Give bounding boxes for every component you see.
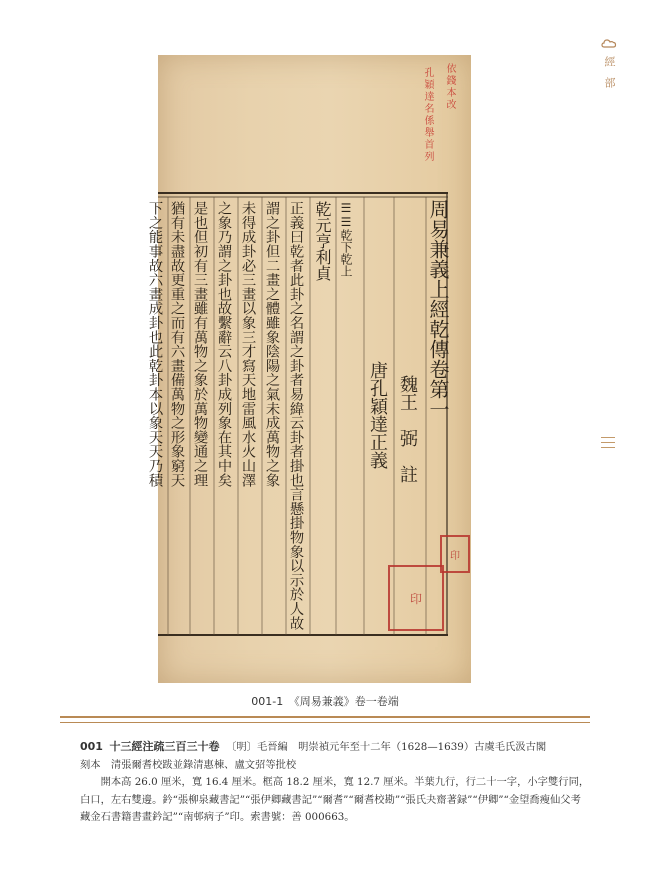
text-column: 之象乃謂之卦也故繫辭云八卦成列象在其中矣	[216, 201, 232, 487]
divider	[60, 716, 590, 718]
seal-stamp: 印	[440, 535, 470, 573]
section-label: 經部	[603, 56, 616, 98]
cloud-icon	[601, 38, 617, 50]
text-column: ☰☰乾下乾上	[339, 201, 353, 277]
text-column: 下之能事故六畫成卦也此乾卦本以象天天乃積	[147, 201, 163, 487]
text-column: 魏王 弼 註	[397, 375, 418, 483]
section-header	[598, 38, 620, 98]
text-column: 謂之卦但二畫之體雖象陰陽之氣未成萬物之象	[264, 201, 280, 487]
divider	[60, 722, 590, 723]
text-column: 唐孔穎達正義	[367, 361, 388, 469]
text-column: 正義曰乾者此卦之名謂之卦者易緯云卦者掛也言懸掛物象以示於人故	[288, 201, 304, 630]
annotation-1: 依錢本改	[444, 63, 455, 111]
text-column: 猶有未盡故更重之而有六畫備萬物之形象窮天	[169, 201, 185, 487]
entry-line2: 刻本 清張爾耆校跋並錄清惠棟、盧文弨等批校	[80, 758, 297, 771]
book-scan-image	[147, 55, 471, 683]
figure-caption: 001-1 《周易兼義》卷一卷端	[251, 695, 399, 708]
catalog-entry	[80, 738, 590, 827]
entry-title: 十三經注疏三百三十卷	[109, 740, 220, 753]
entry-description: 開本高 26.0 厘米，寬 16.4 厘米。框高 18.2 厘米，寬 12.7 厘米。半葉九行，行二十一字，小字雙行同，白口，左右雙邊。鈐“張柳泉藏書記”“張伊卿藏書記”“爾耆”“爾耆校勘”“張氏夬齋著録”“伊卿”“金望喬瘦仙父考藏金石書籍書畫鈐記”“南邨病子”印。索書號：善 000663。	[80, 776, 590, 823]
text-column: 未得成卦必三畫以象三才寫天地雷風水火山澤	[240, 201, 256, 487]
entry-number: 001	[80, 740, 103, 753]
menu-icon[interactable]	[601, 437, 615, 449]
text-column: 周易兼義上經乾傳卷第一	[426, 199, 450, 419]
annotation-2: 孔穎達名係舉首列	[422, 67, 433, 163]
entry-line1: 〔明〕毛晉編 明崇禎元年至十二年（1628—1639）古虞毛氏汲古閣	[226, 741, 547, 753]
seal-stamp: 印	[388, 565, 444, 631]
text-column: 乾元亨利貞	[313, 201, 332, 281]
text-column: 是也但初有三畫雖有萬物之象於萬物變通之理	[192, 201, 208, 487]
